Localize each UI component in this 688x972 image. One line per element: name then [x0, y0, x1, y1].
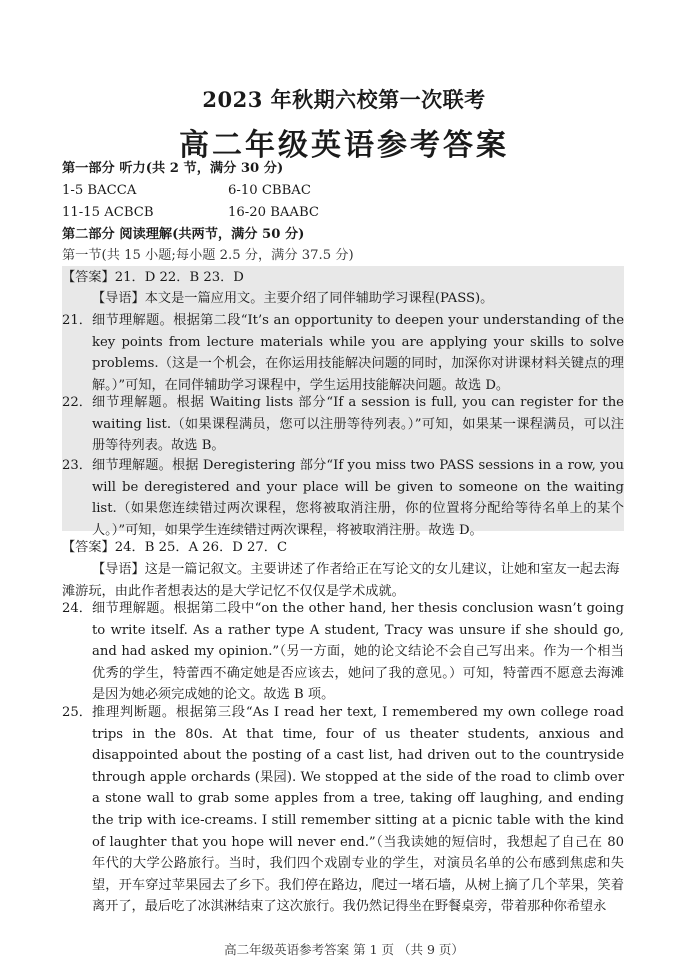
answer-line-24-27: 【答案】24．B 25．A 26．D 27．C: [62, 540, 288, 555]
explanation-item: [62, 598, 624, 706]
guide-text: 【导语】本文是一篇应用文。主要介绍了同伴辅助学习课程(PASS)。: [92, 291, 494, 306]
answers-range-b: 16-20 BAABC: [228, 205, 319, 220]
answer-line-21-23: 【答案】21．D 22．B 23．D: [62, 270, 244, 285]
explanation-item: [62, 310, 624, 396]
answers-range-a: 11-15 ACBCB: [62, 205, 154, 220]
explanation-item: [62, 392, 624, 457]
explanation-text: 细节理解题。根据 Waiting lists 部分“If a session is full, you can register for the waiting list.（如果课程满员，您可以注册等待列表。）”可知，如果某一课程满员，可以注册等待列表。故选 B。: [92, 395, 624, 454]
answers-range-b: 6-10 CBBAC: [228, 183, 311, 198]
question-number: 21．: [62, 313, 92, 328]
question-number: 25．: [62, 705, 92, 720]
section1-heading: 第一节(共 15 小题;每小题 2.5 分，满分 37.5 分): [62, 248, 354, 263]
listening-answer-row: [62, 181, 311, 200]
question-number: 24．: [62, 601, 92, 616]
page-footer: 高二年级英语参考答案 第 1 页 （共 9 页）: [224, 942, 464, 957]
question-number: 22．: [62, 395, 92, 410]
guide-text: 【导语】这是一篇记叙文。主要讲述了作者给正在写论文的女儿建议，让她和室友一起去海滩游玩，由此作者想表达的是大学记忆不仅仅是学术成就。: [62, 562, 620, 599]
document-title: 高二年级英语参考答案: [179, 128, 509, 163]
part2-heading: 第二部分 阅读理解(共两节，满分 50 分): [62, 227, 305, 242]
explanation-item: [62, 702, 624, 918]
question-number: 23．: [62, 458, 92, 473]
listening-answer-row: [62, 203, 319, 222]
answers-range-a: 1-5 BACCA: [62, 183, 137, 198]
explanation-text: 推理判断题。根据第三段“As I read her text, I remembered my own college road trips in the 80s. At that time, four of us theater students, anxious and disappointed about the posting of a cast list, had driven out to the countryside through apple orchards (果园). We stopped at the side of the road to climb over a stone wall to grab some apples from a tree, taking off laughing, and ending the trip with ice-creams. I still remember sitting at a picnic table with the kind of laughter that you hope will never end.”（当我读她的短信时，我想起了自己在 80 年代的大学公路旅行。当时，我们四个戏剧专业的学生，对演员名单的公布感到焦虑和失望，开车穿过苹果园去了乡下。我们停在路边，爬过一堵石墙，从树上摘了几个苹果，笑着离开了，最后吃了冰淇淋结束了这次旅行。我仍然记得坐在野餐桌旁，带着那种你希望永: [92, 705, 624, 915]
explanation-text: 细节理解题。根据第二段“It’s an opportunity to deepen your understanding of the key points from lecture materials while you are applying your skills to solve problems.（这是一个机会，在你运用技能解决问题的同时，加深你对讲课材料关键点的理解。）”可知，在同伴辅助学习课程中，学生运用技能解决问题。故选 D。: [92, 313, 624, 393]
part1-heading: 第一部分 听力(共 2 节，满分 30 分): [62, 161, 284, 176]
explanation-text: 细节理解题。根据 Deregistering 部分“If you miss two PASS sessions in a row, you will be deregistered and your place will be given to someone on the waiting list.（如果您连续错过两次课程，您将被取消注册，你的位置将分配给等待名单上的某个人。）”可知，如果学生连续错过两次课程，将被取消注册。故选 D。: [92, 458, 624, 538]
explanation-item: [62, 455, 624, 541]
exam-title: 2023 年秋期六校第一次联考: [202, 87, 486, 112]
explanation-text: 细节理解题。根据第二段中“on the other hand, her thesis conclusion wasn’t going to write itself. As a rather type A student, Tracy was unsure if she should go, and had asked my opinion.”（另一方面，她的论文结论不会自己写出来。作为一个相当优秀的学生，特蕾西不确定她是否应该去，她问了我的意见。）可知，特蕾西不愿意去海滩是因为她必须完成她的论文。故选 B 项。: [92, 601, 624, 703]
